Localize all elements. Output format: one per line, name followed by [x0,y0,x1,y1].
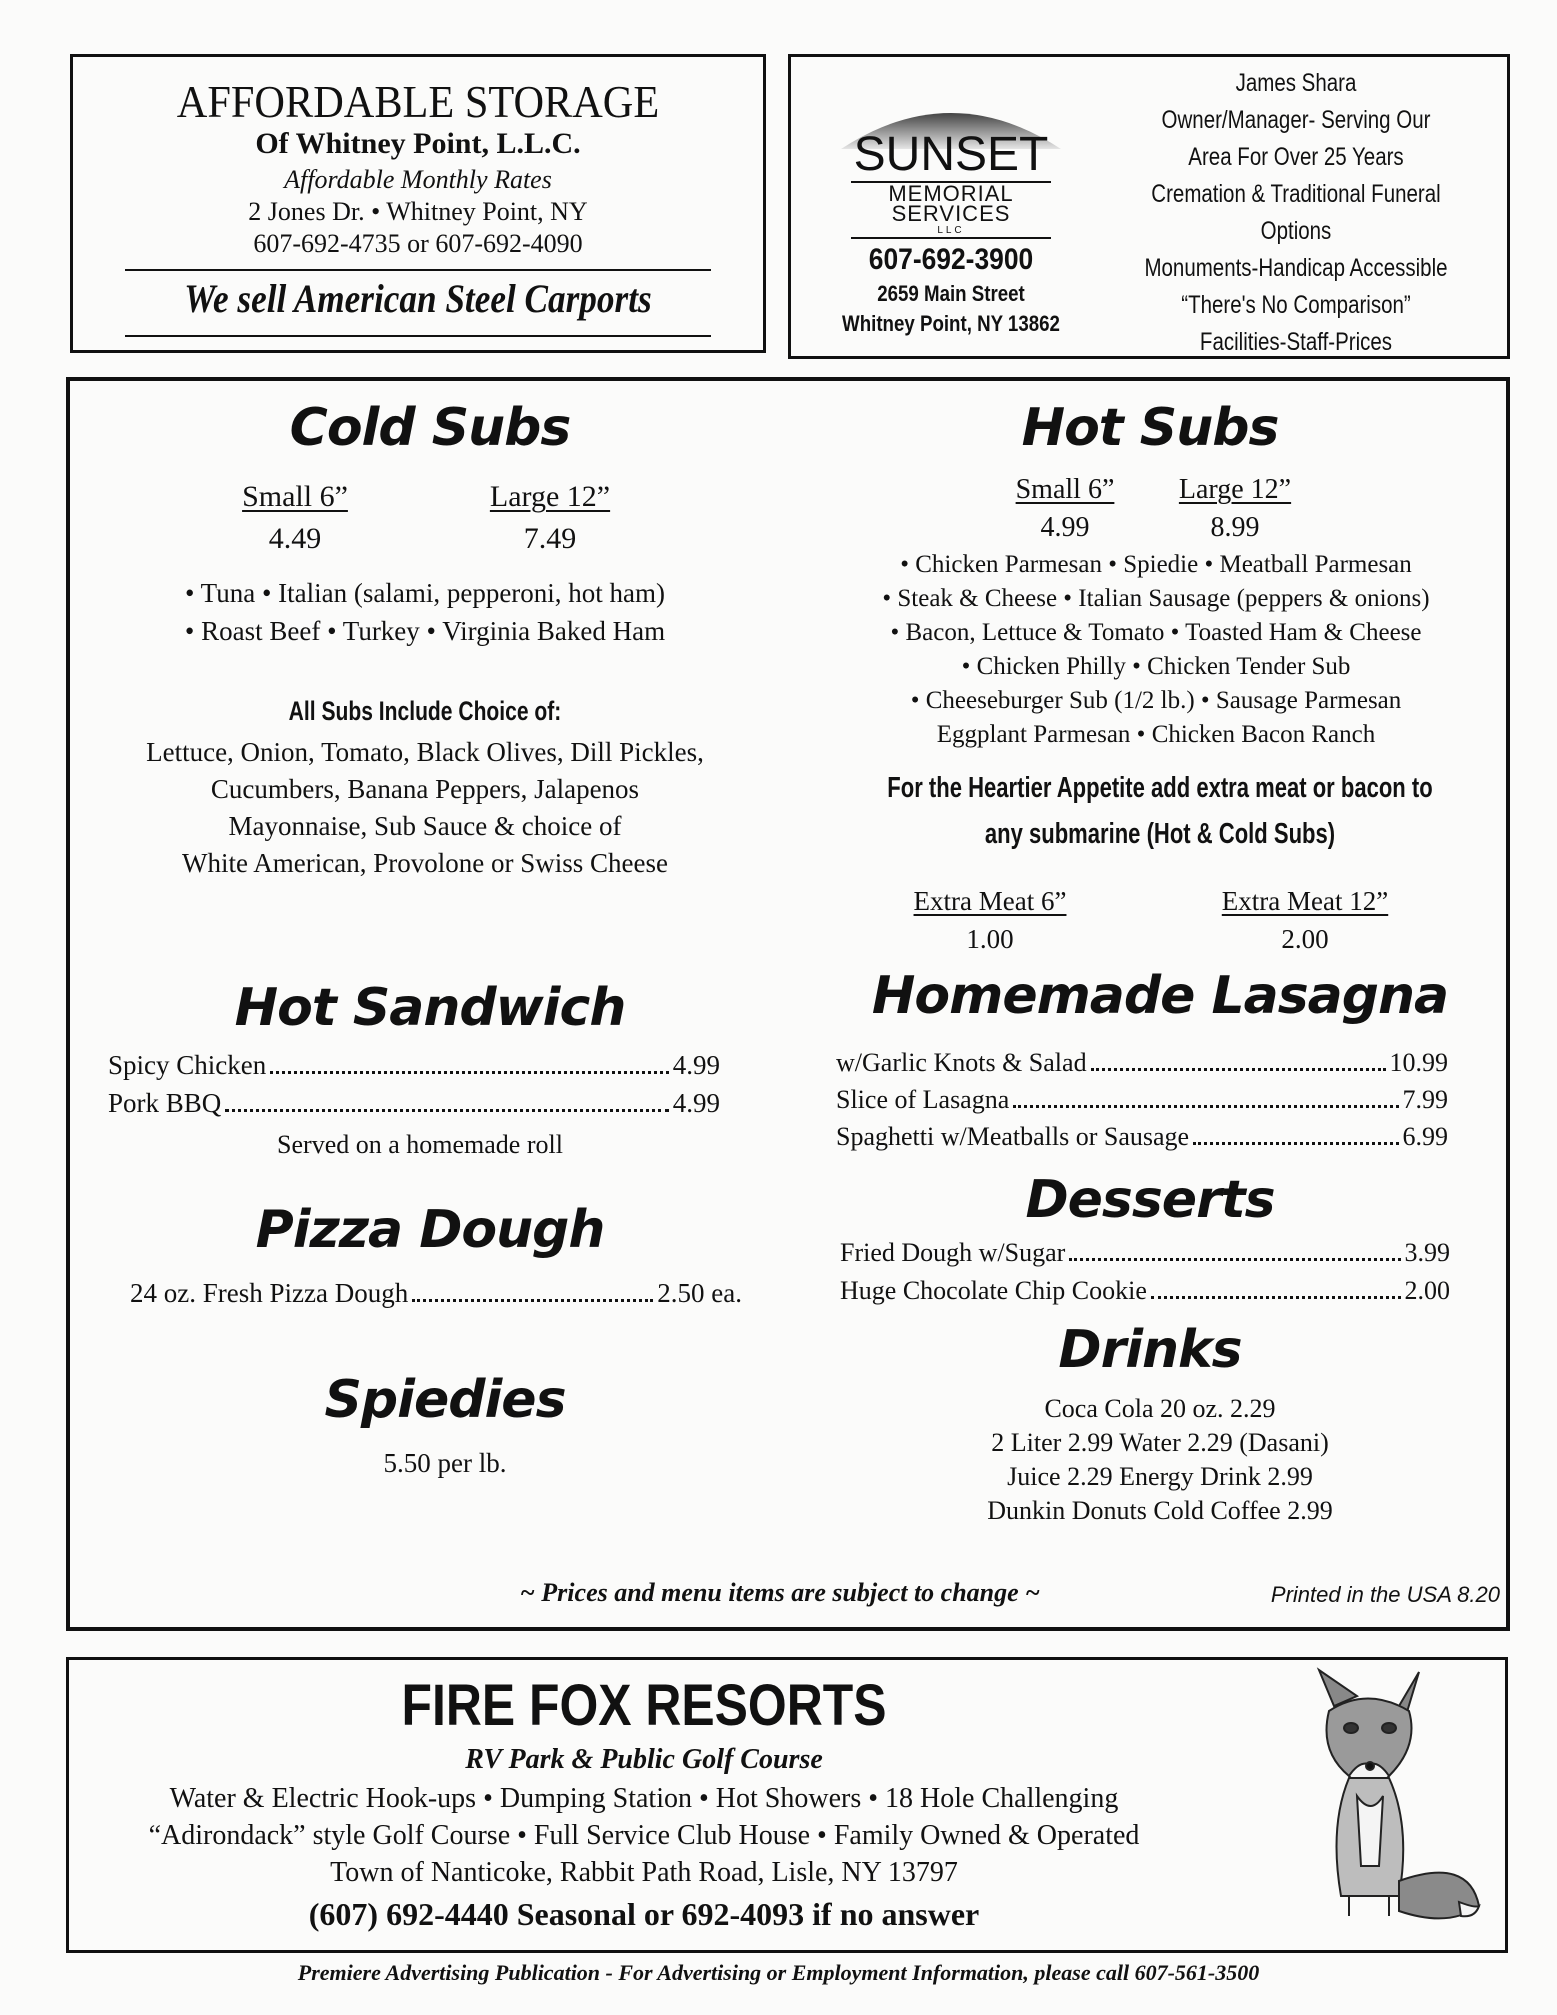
firefox-lines [69,1780,1219,1891]
firefox-title: FIRE FOX RESORTS [401,1673,887,1738]
sunset-logo-llc: LLC [937,225,965,236]
hot-small-price: 4.99 [1040,512,1090,543]
hot-sub-line: • Chicken Parmesan • Spiedie • Meatball Parmesan [900,551,1412,578]
sunset-logo-sub2: SERVICES [891,201,1011,226]
include-line: Cucumbers, Banana Peppers, Jalapenos [210,774,640,804]
firefox-phone: (607) 692-4440 Seasonal or 692-4093 if no answer [308,1896,980,1932]
sunset-line-owner: James Shara [1235,69,1357,97]
sunset-line-facilities: Facilities-Staff-Prices [1199,328,1393,356]
item-name: Spicy Chicken [108,1050,267,1080]
hot-sub-line: • Steak & Cheese • Italian Sausage (peppers & onions) [882,585,1430,612]
item-price: 7.99 [1402,1085,1448,1114]
pizza-dough-row [130,1278,742,1309]
cold-large-label: Large 12” [489,480,611,513]
storage-divider-bottom [125,335,711,337]
storage-phones: 607-692-4735 or 607-692-4090 [253,229,583,258]
hot-sub-line: • Bacon, Lettuce & Tomato • Toasted Ham & Cheese [890,619,1422,646]
item-name: Pork BBQ [108,1088,222,1118]
drink-line: Coca Cola 20 oz. 2.29 [1044,1394,1276,1423]
item-price: 10.99 [1389,1048,1448,1077]
extra-meat-line2: any submarine (Hot & Cold Subs) [984,818,1336,850]
firefox-ad [66,1657,1508,1953]
firefox-line: “Adirondack” style Golf Course • Full Service Club House • Family Owned & Operated [148,1820,1140,1851]
sunset-street: 2659 Main Street [877,281,1025,306]
include-line: Lettuce, Onion, Tomato, Black Olives, Dill Pickles, [146,737,704,767]
extra-meat-line1: For the Heartier Appetite add extra meat or bacon to [887,772,1433,804]
item-name: Slice of Lasagna [836,1085,1010,1114]
cold-subs-title: Cold Subs [289,398,571,458]
cold-items-line1: • Tuna • Italian (salami, pepperoni, hot ham) [184,578,666,608]
publication-footer: Premiere Advertising Publication - For Advertising or Employment Information, please call 607-561-3500 [297,1960,1260,1985]
storage-tagline: Affordable Monthly Rates [284,165,552,194]
spiedies-price: 5.50 per lb. [383,1448,507,1478]
hot-sub-line: • Chicken Philly • Chicken Tender Sub [961,653,1351,680]
item-price: 3.99 [1404,1238,1450,1267]
hot-sandwich-note: Served on a homemade roll [277,1130,563,1159]
cold-small-label: Small 6” [242,480,348,513]
sunset-logo-rule2 [851,237,1051,239]
dessert-row [840,1276,1450,1306]
sunset-line-cremation: Cremation & Traditional Funeral Options [1151,180,1441,245]
spiedies-title: Spiedies [324,1370,566,1430]
desserts-title: Desserts [1025,1170,1275,1230]
firefox-line: Town of Nanticoke, Rabbit Path Road, Lisle, NY 13797 [330,1857,958,1888]
item-price: 2.50 ea. [657,1278,742,1308]
drinks-title: Drinks [1058,1320,1242,1380]
storage-ad [70,54,766,353]
hot-sandwich-row [108,1050,720,1081]
storage-slogan: We sell American Steel Carports [184,276,652,321]
sunset-line-comparison: “There's No Comparison” [1181,291,1411,319]
storage-title: AFFORDABLE STORAGE [176,76,660,127]
sunset-line-years: Area For Over 25 Years [1188,143,1404,171]
item-name: Fried Dough w/Sugar [840,1238,1066,1267]
drink-line: Dunkin Donuts Cold Coffee 2.99 [987,1496,1333,1525]
dessert-row [840,1238,1450,1268]
include-line: White American, Provolone or Swiss Cheese [182,848,668,878]
lasagna-title: Homemade Lasagna [871,966,1449,1026]
hot-sandwich-title: Hot Sandwich [234,978,626,1038]
item-name: Huge Chocolate Chip Cookie [840,1276,1147,1305]
lasagna-row [836,1085,1448,1115]
firefox-line: Water & Electric Hook-ups • Dumping Station • Hot Showers • 18 Hole Challenging [169,1783,1119,1814]
hot-small-label: Small 6” [1015,474,1115,505]
storage-divider-top [125,269,711,271]
hot-sub-line: • Cheeseburger Sub (1/2 lb.) • Sausage Parmesan [910,687,1402,714]
cold-include-list [80,734,770,882]
drinks-list [860,1392,1460,1528]
sunset-logo-sub1: MEMORIAL [888,181,1014,206]
extra12-price: 2.00 [1281,924,1329,954]
cold-small-price: 4.49 [268,522,322,555]
drink-line: Juice 2.29 Energy Drink 2.99 [1007,1462,1313,1491]
printed-note: Printed in the USA 8.20 [1270,1582,1500,1607]
sunset-line-monuments: Monuments-Handicap Accessible [1144,254,1448,282]
item-price: 2.00 [1404,1276,1450,1305]
sunset-info [1128,65,1464,361]
include-line: Mayonnaise, Sub Sauce & choice of [228,811,622,841]
item-name: w/Garlic Knots & Salad [836,1048,1087,1077]
sunset-line-role: Owner/Manager- Serving Our [1161,106,1431,134]
fox-icon [1279,1666,1499,1936]
menu-disclaimer: ~ Prices and menu items are subject to change ~ [519,1578,1040,1607]
hot-large-price: 8.99 [1210,512,1260,543]
lasagna-row [836,1122,1448,1152]
item-price: 4.99 [672,1050,720,1080]
storage-address: 2 Jones Dr. • Whitney Point, NY [248,197,588,226]
extra6-label: Extra Meat 6” [913,886,1067,916]
cold-include-title: All Subs Include Choice of: [288,696,562,726]
sunset-city: Whitney Point, NY 13862 [842,311,1060,336]
hot-sandwich-row [108,1088,720,1119]
extra6-price: 1.00 [966,924,1014,954]
storage-subtitle: Of Whitney Point, L.L.C. [255,127,581,160]
sunset-phone: 607-692-3900 [868,243,1034,276]
item-price: 6.99 [1402,1122,1448,1151]
pizza-dough-title: Pizza Dough [255,1200,605,1260]
cold-large-price: 7.49 [523,522,577,555]
item-price: 4.99 [672,1088,720,1118]
drink-line: 2 Liter 2.99 Water 2.29 (Dasani) [991,1428,1329,1457]
firefox-subtitle: RV Park & Public Golf Course [465,1744,823,1775]
item-name: Spaghetti w/Meatballs or Sausage [836,1122,1190,1151]
hot-subs-title: Hot Subs [1021,398,1279,458]
hot-sub-line: Eggplant Parmesan • Chicken Bacon Ranch [936,721,1376,748]
hot-subs-list [816,548,1496,752]
hot-large-label: Large 12” [1178,474,1292,505]
cold-items-line2: • Roast Beef • Turkey • Virginia Baked Ham [184,616,666,646]
sunset-logo-name: SUNSET [853,128,1049,181]
lasagna-row [836,1048,1448,1078]
sunset-ad [788,54,1510,359]
extra12-label: Extra Meat 12” [1221,886,1389,916]
item-name: 24 oz. Fresh Pizza Dough [130,1278,409,1308]
